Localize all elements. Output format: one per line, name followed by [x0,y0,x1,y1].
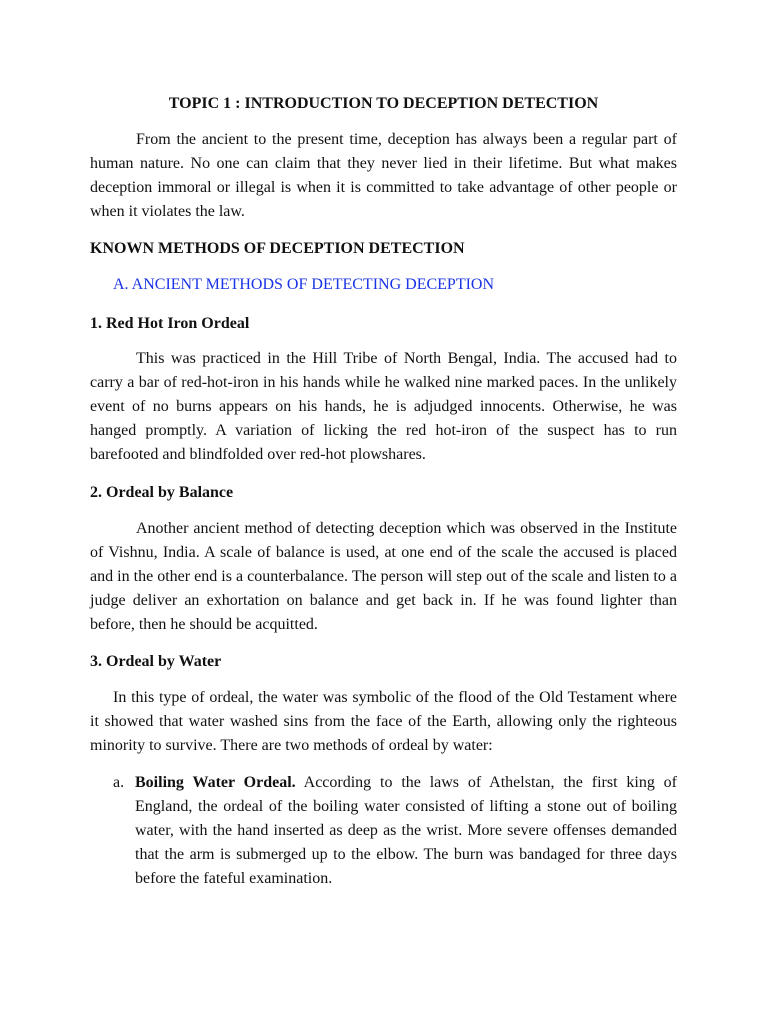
page-title: TOPIC 1 : INTRODUCTION TO DECEPTION DETECTION [168,95,599,112]
intro-paragraph: From the ancient to the present time, deception has always been a regular part of human nature. No one can claim that they never lied in their lifetime. But what makes deception immoral or illegal is when it is committed to take advantage of other people or when it violates the law. [90,131,677,220]
known-methods-heading: KNOWN METHODS OF DECEPTION DETECTION [90,240,465,257]
method1-heading: 1. Red Hot Iron Ordeal [90,315,250,332]
method2-body: Another ancient method of detecting deception which was observed in the Institute of Vishnu, India. A scale of balance is used, at one end of the scale the accused is placed and in the other end is a counterbalance. The person will step out of the scale and listen to a judge deliver an exhortation on balance and get back in. If he was found lighter than before, then he should be acquitted. [90,520,677,633]
method1-body: This was practiced in the Hill Tribe of North Bengal, India. The accused had to carry a bar of red-hot-iron in his hands while he walked nine marked paces. In the unlikely event of no burns appears on his hands, he is adjudged innocents. Otherwise, he was hanged promptly. A variation of licking the red hot-iron of the suspect has to run barefooted and blindfolded over red-hot plowshares. [90,350,677,463]
method2-heading: 2. Ordeal by Balance [90,484,234,501]
section-a-heading: A. ANCIENT METHODS OF DETECTING DECEPTION [113,276,495,293]
list-item-marker: a. [113,774,125,791]
list-item [135,771,677,891]
method3-body: In this type of ordeal, the water was symbolic of the flood of the Old Testament where it showed that water washed sins from the face of the Earth, allowing only the righteous minority to survive. There are two methods of ordeal by water: [90,689,677,754]
list-item-text: According to the laws of Athelstan, the first king of England, the ordeal of the boiling water consisted of lifting a stone out of boiling water, with the hand inserted as deep as the wrist. More severe offenses demanded that the arm is submerged up to the elbow. The burn was bandaged for three days before the fateful examination. [135,774,677,887]
method3-heading: 3. Ordeal by Water [90,653,222,670]
list-item-title: Boiling Water Ordeal. [135,774,296,791]
